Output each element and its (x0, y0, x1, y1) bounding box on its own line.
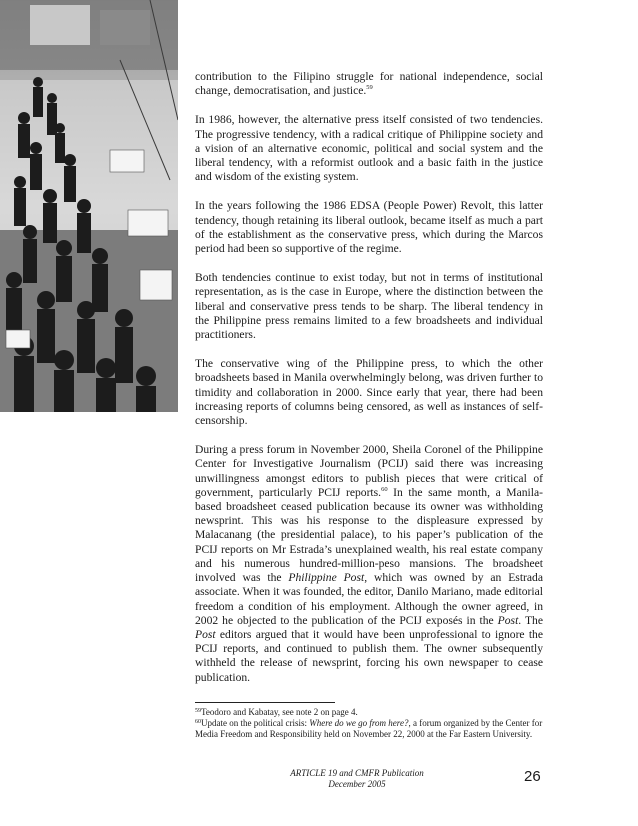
paragraph-1-text: contribution to the Filipino struggle for national independence, social change, democratisation, and justice. (195, 70, 543, 98)
footnote-59-text: Teodoro and Kabatay, see note 2 on page 4. (201, 707, 358, 717)
paragraph-1 (195, 70, 543, 98)
footnote-59 (195, 707, 543, 718)
footer-date: December 2005 (328, 779, 386, 789)
protest-photo (0, 0, 178, 412)
paragraph-6-part1: During a press forum in November 2000, Sheila Coronel of the Philippine Center for Investigative Journalism (PCIJ) said there was increasing unwillingness amongst editors to publish pieces that were critical of government, particularly PCIJ reports. (195, 443, 543, 499)
footnote-ref-59: 59 (366, 84, 373, 92)
footnote-divider (195, 702, 335, 703)
paragraph-2: In 1986, however, the alternative press itself consisted of two tendencies. The progressive tendency, with a radical critique of Philippine society and a vision of an alternative economic, political and social system and the liberal tendency, with a reformist outlook and a basic faith in the justice and wisdom of the existing system. (195, 113, 543, 184)
paragraph-6 (195, 443, 543, 684)
footnote-59-number: 59 (195, 708, 201, 714)
page-number: 26 (524, 768, 541, 785)
footnote-60-forum-title: Where do we go from here? (309, 718, 409, 729)
protest-photo-image (0, 0, 178, 412)
footnote-60-number: 60 (195, 719, 201, 726)
newspaper-title-post: Post (497, 613, 519, 627)
footnote-60-text-after: , a forum organized by the Center for Media Freedom and Responsibility held on November 22, 2000 at the Far Eastern University. (195, 718, 543, 740)
footer-publisher: ARTICLE 19 and CMFR Publication (290, 768, 424, 778)
newspaper-title-philippine-post: Philippine Post (288, 571, 365, 585)
newspaper-title-post-2: Post (195, 627, 216, 641)
publication-footer (262, 768, 452, 790)
footnote-60 (195, 718, 543, 740)
footnote-60-text-before: Update on the political crisis: (201, 718, 310, 729)
paragraph-6-part4: . The (518, 613, 543, 627)
paragraph-4: Both tendencies continue to exist today, but not in terms of institutional representation, as is the case in Europe, where the distinction between the liberal and conservative press tends to be sharp. The liberal tendency in the Philippine press remains limited to a few broadsheets and individual practitioners. (195, 271, 543, 342)
paragraph-6-part5: editors argued that it would have been unprofessional to ignore the PCIJ reports, and continued to publish them. The owner subsequently withheld the release of newsprint, forcing his own newspaper to cease publication. (195, 627, 543, 684)
footnote-ref-60: 60 (381, 485, 388, 493)
paragraph-6-part3: , which was owned by an Estrada associate. When it was founded, the editor, Danilo Mariano, made editorial freedom a condition of his employment. Although the owner agreed, in 2002 he objected to the publication of the PCIJ exposés in the (195, 571, 543, 627)
paragraph-5: The conservative wing of the Philippine press, to which the other broadsheets based in Manila overwhelmingly belong, was driven further to timidity and collaboration in 2000. Since early that year, there had been increasing reports of columns being censored, as well as instances of self-censorship. (195, 357, 543, 428)
footnotes (195, 707, 543, 741)
paragraph-6-part2: In the same month, a Manila-based broadsheet ceased publication because its owner was withholding newsprint. This was his response to the displeasure expressed by Malacanang (the presidential palace), to his paper’s publication of the PCIJ reports on Mr Estrada’s unexplained wealth, his real estate company and his numerous hundred-million-peso mansions. The broadsheet involved was the (195, 485, 543, 585)
main-text (195, 70, 543, 700)
paragraph-3: In the years following the 1986 EDSA (People Power) Revolt, this latter tendency, though retaining its liberal outlook, became itself as much a part of the establishment as the conservative press, which during the Marcos period had been so supportive of the regime. (195, 199, 543, 256)
